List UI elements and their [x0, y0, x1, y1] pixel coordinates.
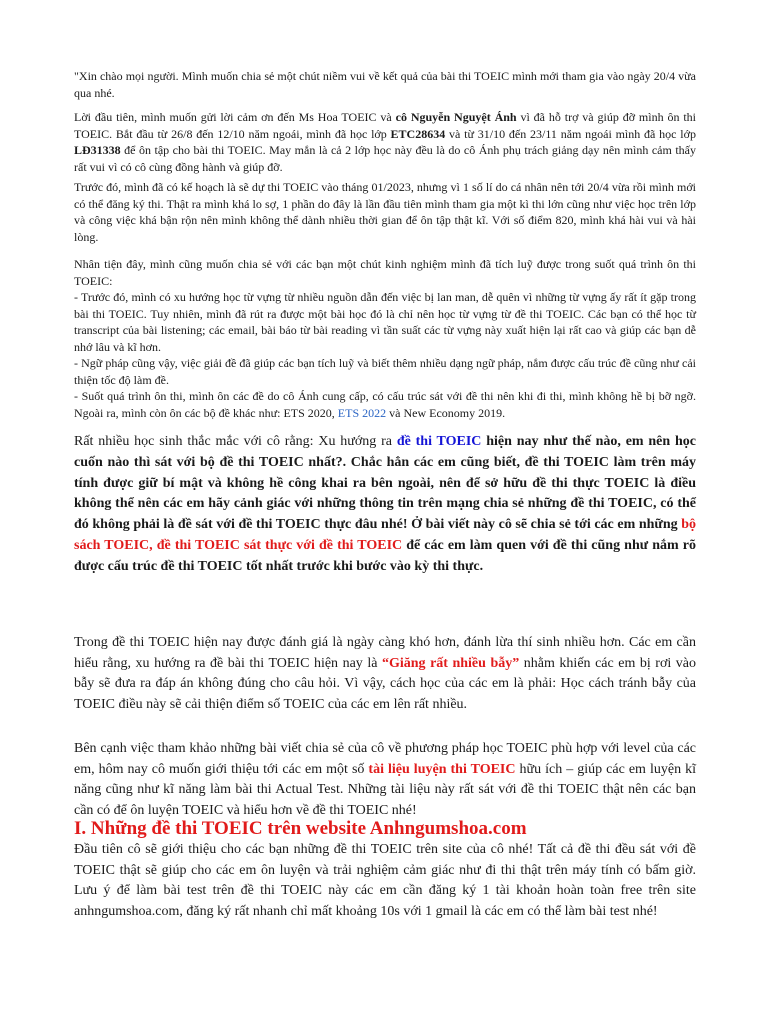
experience-intro: Nhân tiện đây, mình cũng muốn chia sẻ với các bạn một chút kinh nghiệm mình đã tích luỹ được trong suốt quá trình ôn thi TOEIC: — [74, 257, 696, 288]
ets-2022-link[interactable]: ETS 2022 — [337, 405, 387, 420]
materials-paragraph — [74, 739, 696, 821]
thanks-text-2: vì đã hỗ trợ và giúp đỡ mình ôn thi TOEIC. Bắt đầu từ 26/8 đến 12/10 năm ngoái, mình đã học lớp — [74, 110, 696, 141]
intro-text-2: hiện nay như thế nào, em nên học cuốn nào thì sát với bộ đề thi TOEIC nhất?. Chắc hẳn các em cũng biết, đề thi TOEIC làm trên máy tính được giữ bí mật và không hề công khai ra bên ngoài, nên để sở hữu đề thi thực TOEIC là điều không thể nên các em hãy cảnh giác với những thông tin trên mạng chia sẻ những đề thi TOEIC, có thể đó không phải là đề sát với đề thi TOEIC thực đâu nhé! Ở bài viết này cô sẽ chia sẻ tới các em những — [74, 434, 696, 533]
website-paragraph: Đầu tiên cô sẽ giới thiệu cho các bạn những đề thi TOEIC trên site của cô nhé! Tất cả đề thi đều sát với đề TOEIC thật sẽ giúp cho các em ôn luyện và trải nghiệm cảm giác như đi thi thật trên máy tính có bấm giờ. Lưu ý để làm bài test trên đề thi TOEIC này các em cần đăng ký 1 tài khoản hoàn toàn free trên site anhngumshoa.com, đăng ký rất nhanh chỉ mất khoảng 10s với 1 gmail là các em có thể làm bài test nhé! — [74, 842, 696, 919]
trap-text-1: Trong đề thi TOEIC hiện nay được đánh giá là ngày càng khó hơn, đánh lừa thí sinh nhiều hơn. Các em cần hiểu rằng, xu hướng ra đề bài thi TOEIC hiện nay là — [74, 635, 696, 671]
class-code-1: ETC28634 — [390, 126, 446, 141]
section-heading-1: I. Những đề thi TOEIC trên website Anhngumshoa.com — [74, 818, 527, 839]
materials-text-2: hữu ích – giúp các em luyện kĩ năng cũng như kĩ năng làm bài thi Actual Test. Những tài liệu này rất sát với đề thi TOEIC thật nên các bạn cần có để ôn luyện TOEIC và hiểu hơn về đề thi TOEIC nhé! — [74, 761, 696, 818]
thanks-paragraph — [74, 109, 696, 175]
book-highlight[interactable]: bộ sách TOEIC, đề thi TOEIC sát thực với đề thi TOEIC — [74, 517, 696, 553]
bullet3-text-b: và New Economy 2019. — [386, 405, 506, 420]
plan-paragraph: Trước đó, mình đã có kế hoạch là sẽ dự thi TOEIC vào tháng 01/2023, nhưng vì 1 số lí do cá nhân nên tới 20/4 vừa rồi mình mới có thể đăng ký thi. Thật ra mình khá lo sợ, 1 phần do đây là lần đầu tiên mình tham gia một kì thi lớn cũng như việc học trên lớp và công việc khá bận rộn nên mình không thể dành nhiều thời gian để ôn tập thật kĩ. Với số điểm 820, mình khá hài vui và hài lòng. — [74, 180, 696, 244]
bullet3-text-a: - Suốt quá trình ôn thi, mình ôn các đề do cô Ánh cung cấp, có cấu trúc sát với đề thi nên khi đi thi, mình không hề bị bỡ ngỡ. Ngoài ra, mình còn ôn các bộ đề khác như: ETS 2020, — [74, 389, 696, 420]
experience-bullet-3 — [74, 388, 696, 421]
experience-bullet-1: - Trước đó, mình có xu hướng học từ vựng từ nhiều nguồn dẫn đến việc bị lan man, dễ quên vì những từ vựng ấy rất ít gặp trong bài thi TOEIC. Tuy nhiên, mình đã rút ra được một bài học đó là chỉ nên học từ vựng từ đề thi TOEIC. Các bạn có thể học từ transcript của bài listening; các email, bài báo từ bài reading vì tần suất các từ vựng này xuất hiện lại rất cao và giúp các bạn dễ nhớ lâu và kĩ hơn. — [74, 290, 696, 354]
trap-paragraph — [74, 633, 696, 715]
greeting-paragraph: "Xin chào mọi người. Mình muốn chia sẻ một chút niềm vui về kết quả của bài thi TOEIC mình mới tham gia vào ngày 20/4 vừa qua nhé. — [74, 69, 696, 100]
class-code-2: LĐ31338 — [74, 143, 121, 157]
de-thi-toeic-link[interactable]: đề thi TOEIC — [396, 434, 482, 449]
thanks-text-1: Lời đầu tiên, mình muốn gửi lời cảm ơn đến Ms Hoa TOEIC và — [74, 110, 396, 124]
trap-text-2: nhằm khiến các em bị rơi vào bẫy sẽ đưa ra đáp án không đúng cho câu hỏi. Vì vậy, cách học của các em là phải: Học cách tránh bẫy của TOEIC điều này sẽ cải thiện điểm số TOEIC của các em lên rất nhiều. — [74, 655, 697, 712]
materials-text-1: Bên cạnh việc tham khảo những bài viết chia sẻ của cô về phương pháp học TOEIC phù hợp với level của các em, hôm nay cô muốn giới thiệu tới các em một số — [74, 741, 696, 777]
materials-link[interactable]: tài liệu luyện thi TOEIC — [368, 761, 516, 777]
intro-text-1: Rất nhiều học sinh thắc mắc với cô rằng: Xu hướng ra — [74, 434, 397, 449]
experience-bullet-2: - Ngữ pháp cũng vậy, việc giải đề đã giúp các bạn tích luỹ và biết thêm nhiều dạng ngữ pháp, nắm được cấu trúc đề cũng như cải thiện tốc độ làm đề. — [74, 356, 696, 387]
teacher-name: cô Nguyễn Nguyệt Ánh — [395, 110, 517, 124]
experience-section — [74, 256, 696, 421]
thanks-text-4: để ôn tập cho bài thi TOEIC. May mắn là cả 2 lớp học này đều là do cô Ánh phụ trách giảng dạy nên mình cảm thấy rất vui vì có cô cùng đồng hành và giúp đỡ. — [74, 143, 696, 174]
thanks-text-3: và từ 31/10 đến 23/11 năm ngoái mình đã học lớp — [445, 126, 696, 141]
intro-text-3: để các em làm quen với đề thi cũng như nắm rõ được cấu trúc đề thi TOEIC tốt nhất trước khi bước vào kỳ thi thực. — [74, 537, 696, 574]
trap-quote: “Giăng rất nhiều bẫy” — [381, 655, 520, 671]
intro-bold-paragraph — [74, 432, 696, 578]
